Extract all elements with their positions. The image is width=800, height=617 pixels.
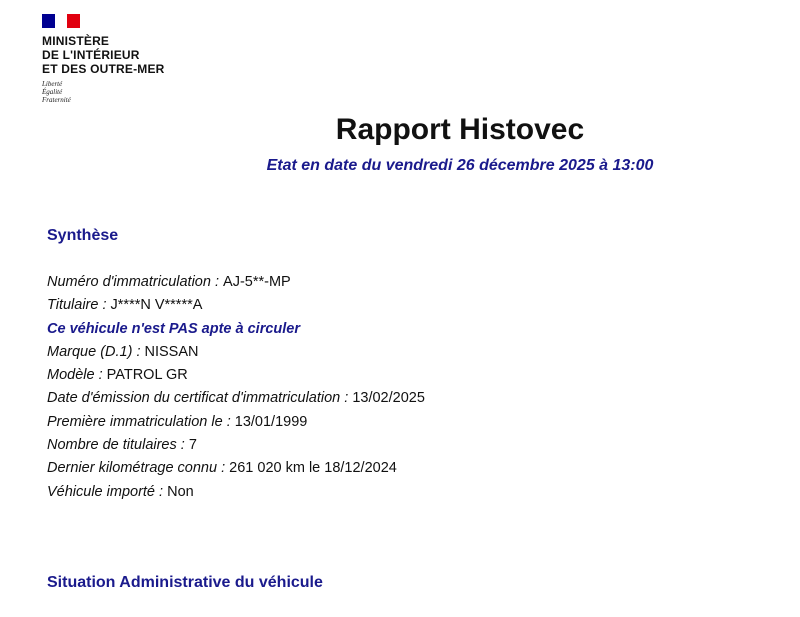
field-label: Première immatriculation le : (47, 413, 235, 430)
section-heading-synthese: Synthèse (47, 227, 119, 244)
report-date-subtitle: Etat en date du vendredi 26 décembre 2025 à 13:00 (266, 157, 654, 174)
field-imported (47, 481, 425, 504)
field-value: J****N V*****A (110, 297, 203, 314)
republic-motto (42, 80, 202, 104)
field-model (47, 364, 425, 387)
field-value: PATROL GR (106, 367, 188, 384)
motto-fraternite: Fraternité (42, 96, 71, 104)
field-label: Marque (D.1) : (47, 343, 145, 360)
field-value: NISSAN (144, 343, 199, 360)
ministry-name-line-3: ET DES OUTRE-MER (42, 62, 165, 76)
field-label: Date d'émission du certificat d'immatriculation : (47, 390, 353, 407)
field-label: Titulaire : (47, 297, 111, 314)
field-label: Nombre de titulaires : (47, 437, 189, 454)
flag-red-band (67, 14, 80, 28)
field-value: 7 (188, 437, 197, 454)
motto-liberte: Liberté (42, 80, 63, 88)
field-holders-count (47, 434, 425, 457)
field-certificate-date (47, 387, 425, 410)
motto-egalite: Égalité (42, 88, 63, 96)
field-value: Non (167, 483, 194, 500)
french-flag-icon (42, 14, 80, 28)
ministry-logo (42, 14, 202, 104)
section-heading-situation-administrative: Situation Administrative du véhicule (47, 574, 323, 591)
synthese-field-list (47, 271, 425, 504)
ministry-name-line-1: MINISTÈRE (42, 34, 110, 48)
field-label: Modèle : (47, 367, 107, 384)
roadworthiness-alert: Ce véhicule n'est PAS apte à circuler (47, 320, 301, 337)
flag-blue-band (42, 14, 55, 28)
field-holder (47, 294, 425, 317)
field-label: Véhicule importé : (47, 483, 168, 500)
field-brand (47, 341, 425, 364)
field-label: Numéro d'immatriculation : (47, 274, 224, 290)
ministry-name-line-2: DE L'INTÉRIEUR (42, 48, 140, 62)
field-value: 261 020 km le 18/12/2024 (229, 460, 397, 477)
field-last-mileage (47, 457, 425, 480)
report-title: Rapport Histovec (335, 113, 585, 146)
field-value: 13/01/1999 (234, 413, 308, 430)
field-registration-number (47, 271, 425, 294)
field-value: AJ-5**-MP (223, 274, 291, 290)
field-value: 13/02/2025 (352, 390, 425, 407)
field-first-registration (47, 411, 425, 434)
field-label: Dernier kilométrage connu : (47, 460, 230, 477)
flag-white-band (55, 14, 68, 28)
